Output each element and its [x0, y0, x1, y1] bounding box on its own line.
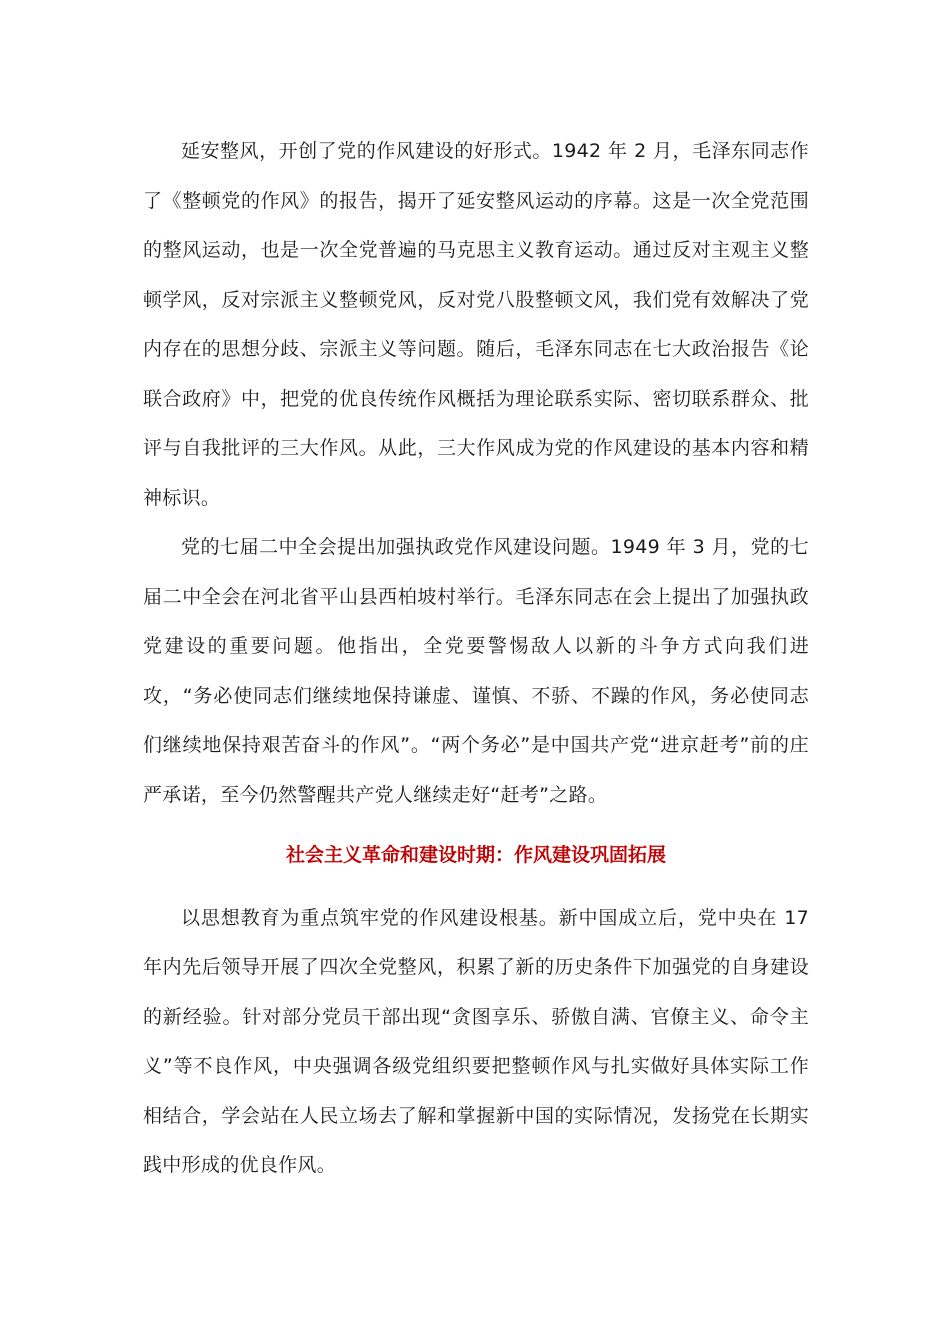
paragraph-ideological-education: 以思想教育为重点筑牢党的作风建设根基。新中国成立后，党中央在 17 年内先后领导开展了四次全党整风，积累了新的历史条件下加强党的自身建设的新经验。针对部分党员干部出现“贪图享乐、骄傲自满、官僚主义、命令主义”等不良作风，中央强调各级党组织要把整顿作风与扎实做好具体实际工作相结合，学会站在人民立场去了解和掌握新中国的实际情况，发扬党在长期实践中形成的优良作风。 — [143, 906, 809, 1176]
section-heading: 社会主义革命和建设时期：作风建设巩固拓展 — [285, 844, 666, 866]
paragraph-yanan-rectification: 延安整风，开创了党的作风建设的好形式。1942 年 2 月，毛泽东同志作了《整顿党的作风》的报告，揭开了延安整风运动的序幕。这是一次全党范围的整风运动，也是一次全党普遍的马克思主义教育运动。通过反对主观主义整顿学风，反对宗派主义整顿党风，反对党八股整顿文风，我们党有效解决了党内存在的思想分歧、宗派主义等问题。随后，毛泽东同志在七大政治报告《论联合政府》中，把党的优良传统作风概括为理论联系实际、密切联系群众、批评与自我批评的三大作风。从此，三大作风成为党的作风建设的基本内容和精神标识。 — [143, 140, 809, 509]
paragraph-second-plenary-session: 党的七届二中全会提出加强执政党作风建设问题。1949 年 3 月，党的七届二中全会在河北省平山县西柏坡村举行。毛泽东同志在会上提出了加强执政党建设的重要问题。他指出，全党要警惕敌人以新的斗争方式向我们进攻，“务必使同志们继续地保持谦虚、谨慎、不骄、不躁的作风，务必使同志们继续地保持艰苦奋斗的作风”。“两个务必”是中国共产党“进京赶考”前的庄严承诺，至今仍然警醒共产党人继续走好“赶考”之路。 — [143, 536, 809, 806]
document-body — [143, 127, 809, 1191]
